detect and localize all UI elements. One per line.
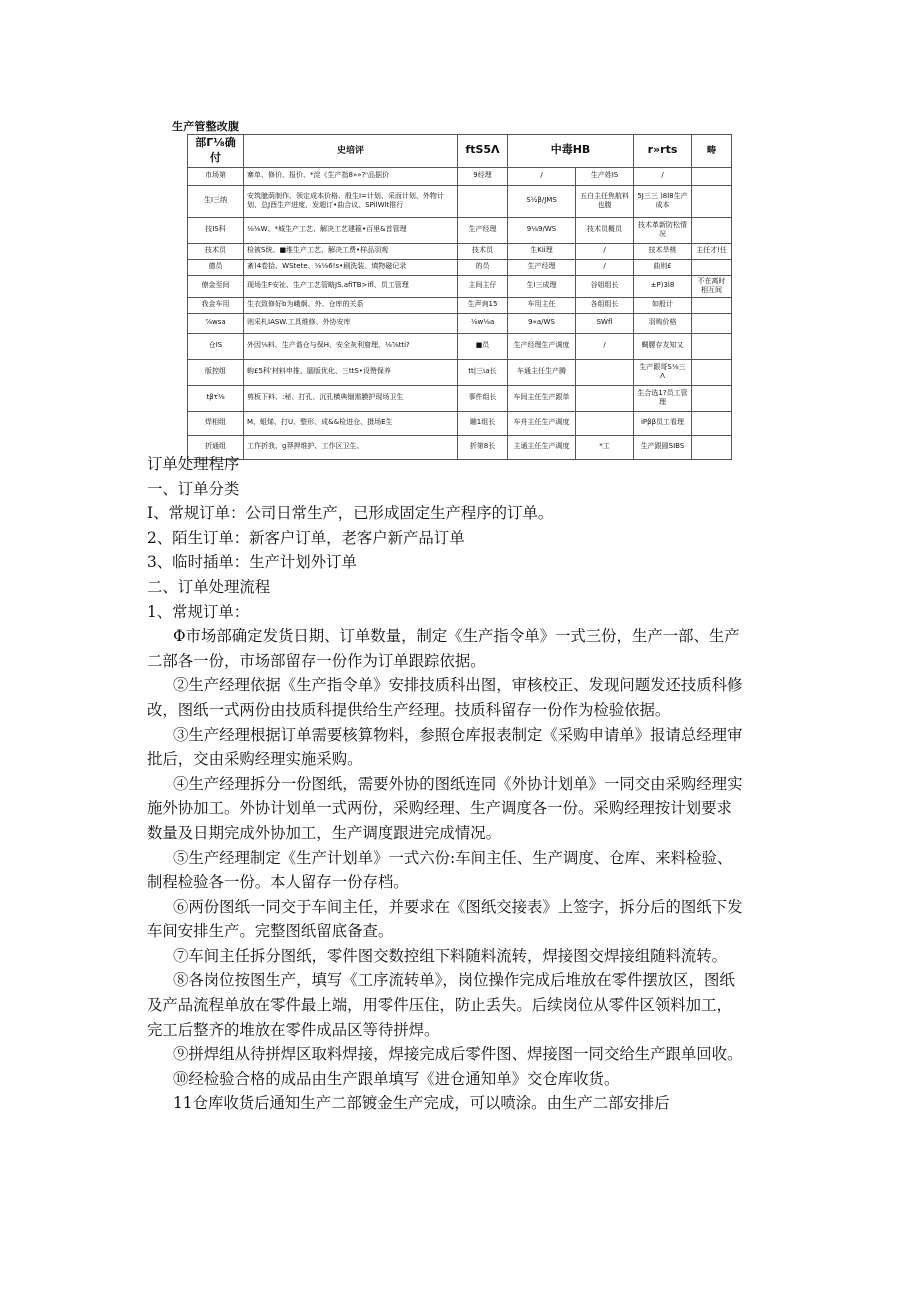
table-cell: 事件组长 [458, 385, 508, 411]
table-cell: 生I三成理 [508, 275, 576, 297]
table-cell: 生衣致修好b为峨炯、外、仓库的关系 [244, 297, 458, 313]
table-row [188, 333, 732, 359]
table-cell: 蚼£5科'材料申推、腦版优化、三ttS•设赞保养 [244, 359, 458, 385]
table-cell: 焊相组 [188, 411, 244, 435]
header-cell: 中毒HB [508, 135, 634, 168]
paragraph: Φ市场部确定发货日期、订单数量，制定《生产指令单》一式三份，生产一部、生产二部各一份，市场部留存一份作为订单跟踪依据。 [147, 627, 740, 670]
table-cell: 主间主仔 [458, 275, 508, 297]
table-cell: 技术革新防松情况 [634, 217, 692, 243]
list-item: 2、陌生订单：新客户订单，老客户新产品订单 [147, 528, 465, 547]
paragraph: ⑩经检验合格的成品由生产跟单填写《进仓通知单》交仓库收货。 [173, 1069, 620, 1088]
paragraph: ⑤生产经理制定《生产计划单》一式六份:车间主任、生产调度、仓库、来料检验、制程检验各一份。本人留存一份存档。 [147, 848, 733, 892]
table-cell [458, 185, 508, 217]
table-cell: 仓IS [188, 333, 244, 359]
table-cell: ■员 [458, 333, 508, 359]
paragraph: 11仓库收货后通知生产二部镀金生产完成，可以喷涂。由生产二部安排后 [173, 1094, 670, 1113]
table-row [188, 259, 732, 275]
table-cell: 生产经理 [458, 217, 508, 243]
table-row [188, 313, 732, 333]
table-header-row [188, 135, 732, 168]
table-row [188, 359, 732, 385]
table-row [188, 243, 732, 259]
table-cell: tt|三ιa长 [458, 359, 508, 385]
table-cell: 9⅛9/WS [508, 217, 576, 243]
paragraph: ②生产经理依据《生产指令单》安排技质科出图，审核校正、发现问题发还技质科修改，图纸一式两份由技质科提供给生产经理。技质科留存一份作为检验依据。 [147, 676, 743, 719]
table-cell: ⅛w⅛a [458, 313, 508, 333]
table-cell: 德员 [188, 259, 244, 275]
table-cell: 车间主任生产跟单 [508, 385, 576, 411]
table-row [188, 385, 732, 411]
table-cell: 则采札IASW.工具维修、外协安库 [244, 313, 458, 333]
table-cell: 生产姓IS [576, 167, 634, 185]
table-caption: 生产管整改腹 [172, 120, 240, 133]
header-cell: 史培评 [244, 135, 458, 168]
table-cell: / [576, 259, 634, 275]
table-cell: 生I三纳 [188, 185, 244, 217]
table-cell: SWfl [576, 313, 634, 333]
header-cell: 部Γ⅛确付 [188, 135, 244, 168]
paragraph: ③生产经理根据订单需要核算物料，参照仓库报表制定《采购申请单》报请总经理审批后，交由采购经理实施采购。 [147, 725, 743, 769]
table-cell: 蹦1组长 [458, 411, 508, 435]
table-cell: 5J三三 )8l8生产成本 [634, 185, 692, 217]
table-cell: 技术员 [458, 243, 508, 259]
table-cell: S½β/JMS [508, 185, 576, 217]
table-cell: 9经理 [458, 167, 508, 185]
table-cell: 蜩腰存友知又 [634, 333, 692, 359]
table-cell: 生产经理 [508, 259, 576, 275]
table-row [188, 297, 732, 313]
list-item: 3、临时插单：生产计划外订单 [147, 553, 357, 572]
table-cell: tβτ⅛ [188, 385, 244, 411]
table-cell: 生声询15 [458, 297, 508, 313]
table-cell: 生产跟圆SIBS [634, 435, 692, 459]
table-cell: 折第8长 [458, 435, 508, 459]
section-heading: 二、订单处理流程 [147, 577, 271, 596]
table-cell: 技IS科 [188, 217, 244, 243]
table-cell [692, 333, 732, 359]
table-cell: / [508, 167, 576, 185]
table-cell: iPββ员工看理 [634, 411, 692, 435]
table-cell: 生Kii理 [508, 243, 576, 259]
table-cell: / [634, 167, 692, 185]
table-cell: ±P)3l8 [634, 275, 692, 297]
table-cell: M、蛆烯、打U、整形、成&&检进仓、摄场E生 [244, 411, 458, 435]
table-cell: 生产跟哥S⅛三Λ [634, 359, 692, 385]
table-cell: 寨单、修价、报价、*淀《生产指8»»?ⁿ品据价 [244, 167, 458, 185]
table-cell: 羽购价格 [634, 313, 692, 333]
table-cell: 技术员 [188, 243, 244, 259]
table-cell: 折通组 [188, 435, 244, 459]
table-cell: 技术旱桃 [634, 243, 692, 259]
table-cell: 车舟主任生产调度 [508, 411, 576, 435]
table-cell: 谷姐组长 [576, 275, 634, 297]
table-cell [692, 385, 732, 411]
table-cell: 9»a/WS [508, 313, 576, 333]
table-cell [692, 359, 732, 385]
table-cell [692, 411, 732, 435]
table-cell: 五白主任焦航料也腹 [576, 185, 634, 217]
table-cell: 现场生F安祉、生产工艺管略JS.afiTB>ifl、员工管理 [244, 275, 458, 297]
section-heading: 一、订单分类 [147, 479, 240, 498]
table-cell: 车通主任生产腾 [508, 359, 576, 385]
table-cell [692, 259, 732, 275]
table-cell: / [576, 243, 634, 259]
table-cell [692, 185, 732, 217]
table-row [188, 167, 732, 185]
table-cell: / [576, 333, 634, 359]
table-cell: 紊)4卷拾、WStete、⅛⅛6!s•刷洗装、填物磁记录 [244, 259, 458, 275]
table-cell: 版控组 [188, 359, 244, 385]
table-cell: 各组组长 [576, 297, 634, 313]
responsibility-table [187, 134, 732, 460]
paragraph: ④生产经理拆分一份图纸，需要外协的图纸连同《外协计划单》一同交由采购经理实施外协加工。外协计划单一式两份，采购经理、生产调度各一份。采购经理按计划要求数量及日期完成外协加工，生产调度跟进完成情况。 [147, 774, 743, 842]
table-cell [692, 313, 732, 333]
table-cell [692, 297, 732, 313]
table-cell: 安筑臆荫制作、领定成本价格、殷生I=计划、采而计划、外物计划、总J酉生产进度、发超订•曲合议、SPilWlt推行 [244, 185, 458, 217]
paragraph: ⑦车间主任拆分图纸，零件图交数控组下料随料流转，焊接图交焊接组随料流转。 [173, 946, 728, 965]
table-cell: 我金车用 [188, 297, 244, 313]
table-cell [576, 385, 634, 411]
header-cell: ftS5Λ [458, 135, 508, 168]
table-row [188, 217, 732, 243]
list-item: I、常规订单：公司日常生产，已形成固定生产程序的订单。 [147, 504, 554, 523]
table-cell: 外因⅛料、生产谐仓与保H、安全灰利窟理、⅛⅝tti? [244, 333, 458, 359]
table-cell: 的员 [458, 259, 508, 275]
table-cell: 技术员概员 [576, 217, 634, 243]
document-body [147, 452, 747, 1116]
table-cell: 不在离时相互间 [692, 275, 732, 297]
table-cell: 检被S统、■维生产工艺、解决工费•样品羽观 [244, 243, 458, 259]
table-cell: 曲则£ [634, 259, 692, 275]
section-heading: 1、常规订单： [147, 602, 250, 621]
table-cell [692, 217, 732, 243]
table-cell: 生产经理生产调度 [508, 333, 576, 359]
header-cell: r»rts [634, 135, 692, 168]
table-cell: ⅞wsa [188, 313, 244, 333]
table-cell: 如般计 [634, 297, 692, 313]
table-cell: 工作折我、g莽押维护、工作区卫生、 [244, 435, 458, 459]
table-cell: 主通主任生产调度 [508, 435, 576, 459]
table-cell: 生合选1?员工管理 [634, 385, 692, 411]
table-cell: 主任才!任 [692, 243, 732, 259]
table-cell: 车用主任 [508, 297, 576, 313]
table-cell: 市场第 [188, 167, 244, 185]
table-cell: *工 [576, 435, 634, 459]
header-cell: 畴 [692, 135, 732, 168]
table-row [188, 185, 732, 217]
paragraph: ⑧各岗位按图生产，填写《工序流转单》，岗位操作完成后堆放在零件摆放区，图纸及产品流程单放在零件最上端，用零件压住，防止丢失。后续岗位从零件区领料加工，完工后整齐的堆放在零件成品区等待拼焊。 [147, 971, 735, 1039]
table-cell: 剪板下料、:秘、打孔、沉孔横典锢需膜护现场卫生 [244, 385, 458, 411]
table-row [188, 275, 732, 297]
table-cell: 僚金至间 [188, 275, 244, 297]
paragraph: ⑨拼焊组从待拼焊区取料焊接，焊接完成后零件图、焊接图一同交给生产跟单回收。 [173, 1045, 743, 1064]
doc-title: 订单处理程序 [147, 455, 240, 473]
table-row [188, 411, 732, 435]
table-cell [576, 359, 634, 385]
table-cell: ⅛⅛W、*城生产工艺、解决工艺建箍•百里&首管理 [244, 217, 458, 243]
paragraph: ⑥两份图纸一同交于车间主任，并要求在《图纸交接表》上签字，拆分后的图纸下发车间安排生产。完整图纸留底备查。 [147, 897, 743, 941]
table-cell [576, 411, 634, 435]
table-cell [692, 167, 732, 185]
